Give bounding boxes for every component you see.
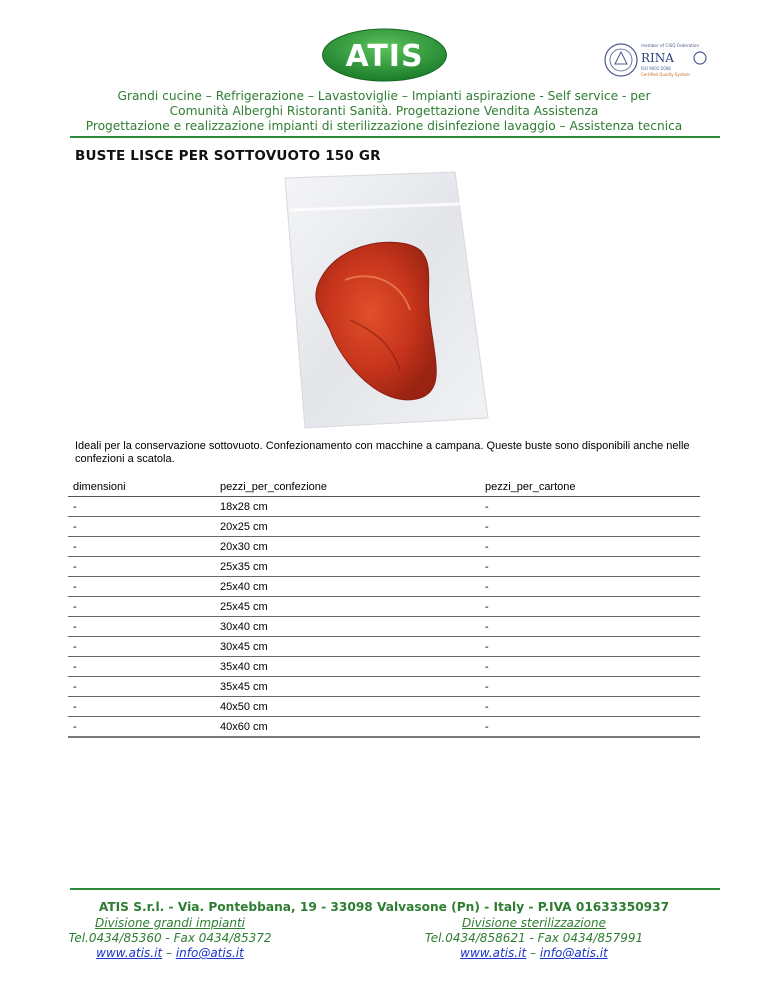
footer-left-separator: –: [162, 946, 176, 960]
cell-dimensioni: -: [68, 577, 215, 597]
tagline-line-3: Progettazione e realizzazione impianti di sterilizzazione disinfezione lavaggio – Assistenza tecnica: [85, 119, 683, 133]
table-row: [68, 597, 700, 617]
footer-company-info: ATIS S.r.l. - Via. Pontebbana, 19 - 33098 Valvasone (Pn) - Italy - P.IVA 01633350937: [98, 900, 670, 914]
cell-dimensioni: -: [68, 637, 215, 657]
table-row: [68, 697, 700, 717]
header-pezzi-per-cartone: pezzi_per_cartone: [480, 478, 700, 497]
table-row: [68, 497, 700, 517]
cell-pezzi-confezione: 30x45 cm: [215, 637, 480, 657]
cell-pezzi-cartone: -: [480, 657, 700, 677]
table-row: [68, 517, 700, 537]
cell-pezzi-confezione: 25x40 cm: [215, 577, 480, 597]
cell-pezzi-cartone: -: [480, 597, 700, 617]
footer-right-division: Divisione sterilizzazione: [462, 916, 606, 930]
table-row: [68, 637, 700, 657]
footer-left-division: Divisione grandi impianti: [95, 916, 245, 930]
table-row: [68, 557, 700, 577]
cell-dimensioni: -: [68, 557, 215, 577]
cell-pezzi-confezione: 20x25 cm: [215, 517, 480, 537]
page-title: BUSTE LISCE PER SOTTOVUOTO 150 GR: [75, 148, 381, 164]
cell-pezzi-confezione: 25x35 cm: [215, 557, 480, 577]
table-row: [68, 717, 700, 738]
footer-right-phone: Tel.0434/858621 - Fax 0434/857991: [424, 931, 644, 945]
cell-pezzi-confezione: 20x30 cm: [215, 537, 480, 557]
table-row: [68, 537, 700, 557]
product-description: Ideali per la conservazione sottovuoto. Confezionamento con macchine a campana. Queste buste sono disponibili anche nelle confezioni a scatola.: [75, 440, 690, 465]
cell-pezzi-confezione: 25x45 cm: [215, 597, 480, 617]
cell-dimensioni: -: [68, 497, 215, 517]
footer-left-phone: Tel.0434/85360 - Fax 0434/85372: [68, 931, 272, 945]
atis-logo: [321, 28, 448, 82]
cell-dimensioni: -: [68, 517, 215, 537]
table-header-row: [68, 478, 700, 497]
footer-right-separator: –: [526, 946, 540, 960]
footer-left-email-link[interactable]: info@atis.it: [175, 946, 244, 960]
cell-dimensioni: -: [68, 677, 215, 697]
cell-dimensioni: -: [68, 717, 215, 738]
footer-left-website-link[interactable]: www.atis.it: [96, 946, 163, 960]
cell-pezzi-cartone: -: [480, 717, 700, 738]
cert-name-text: RINA: [641, 51, 674, 65]
cert-member-text: member of CISQ Federation: [641, 43, 700, 48]
table-row: [68, 677, 700, 697]
cell-pezzi-cartone: -: [480, 677, 700, 697]
cell-pezzi-confezione: 18x28 cm: [215, 497, 480, 517]
cell-pezzi-cartone: -: [480, 637, 700, 657]
cell-dimensioni: -: [68, 617, 215, 637]
cell-dimensioni: -: [68, 697, 215, 717]
cell-dimensioni: -: [68, 657, 215, 677]
footer-right-email-link[interactable]: info@atis.it: [539, 946, 608, 960]
cell-pezzi-cartone: -: [480, 517, 700, 537]
cell-pezzi-cartone: -: [480, 697, 700, 717]
header-divider: [70, 136, 720, 138]
cell-pezzi-cartone: -: [480, 537, 700, 557]
cell-dimensioni: -: [68, 537, 215, 557]
header-dimensioni: dimensioni: [68, 478, 215, 497]
rina-certification-badge: [603, 40, 711, 80]
table-row: [68, 577, 700, 597]
tagline-line-1: Grandi cucine – Refrigerazione – Lavastoviglie – Impianti aspirazione - Self service - per: [117, 89, 651, 103]
cell-pezzi-cartone: -: [480, 557, 700, 577]
size-table: [68, 478, 700, 738]
footer-divider: [70, 888, 720, 890]
atis-logo-text: ATIS: [345, 39, 424, 74]
product-image: [250, 170, 520, 435]
tagline-line-2: Comunità Alberghi Ristoranti Sanità. Progettazione Vendita Assistenza: [169, 104, 599, 118]
footer-right-column: [384, 916, 684, 961]
cell-pezzi-cartone: -: [480, 617, 700, 637]
cell-pezzi-confezione: 35x45 cm: [215, 677, 480, 697]
cert-iso-text: ISO 9001:2008: [641, 66, 671, 71]
footer-left-column: [20, 916, 320, 961]
cell-pezzi-confezione: 30x40 cm: [215, 617, 480, 637]
cell-dimensioni: -: [68, 597, 215, 617]
footer-right-website-link[interactable]: www.atis.it: [460, 946, 527, 960]
cert-system-text: Certified Quality System: [641, 72, 690, 77]
cell-pezzi-confezione: 35x40 cm: [215, 657, 480, 677]
cell-pezzi-confezione: 40x50 cm: [215, 697, 480, 717]
cell-pezzi-cartone: -: [480, 577, 700, 597]
cell-pezzi-confezione: 40x60 cm: [215, 717, 480, 738]
table-row: [68, 617, 700, 637]
table-row: [68, 657, 700, 677]
cell-pezzi-cartone: -: [480, 497, 700, 517]
header-pezzi-per-confezione: pezzi_per_confezione: [215, 478, 480, 497]
